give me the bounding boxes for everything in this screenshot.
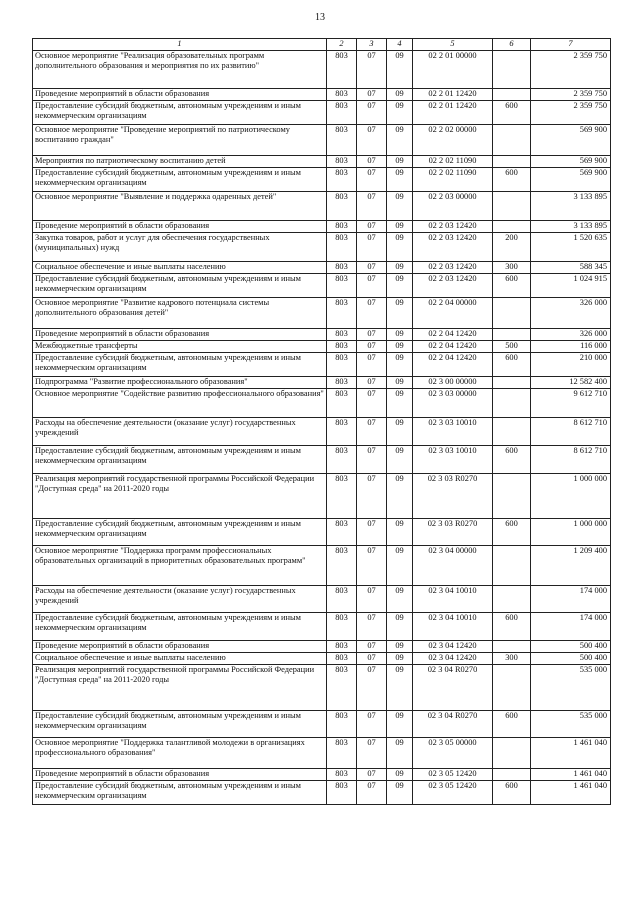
header-row (33, 39, 611, 51)
row-target-article-cell: 02 3 04 12420 (413, 653, 493, 665)
row-name-cell: Предоставление субсидий бюджетным, автономным учреждениям и иным некоммерческим организациям (33, 446, 327, 474)
row-name-cell: Социальное обеспечение и иные выплаты населению (33, 653, 327, 665)
row-section-cell: 07 (357, 101, 387, 125)
row-subsection-cell: 09 (387, 125, 413, 156)
row-subsection-cell: 09 (387, 233, 413, 262)
row-grbs-cell: 803 (327, 341, 357, 353)
row-section-cell: 07 (357, 51, 387, 89)
row-subsection-cell: 09 (387, 474, 413, 519)
row-target-article-cell: 02 3 03 R0270 (413, 474, 493, 519)
row-subsection-cell: 09 (387, 298, 413, 329)
row-expense-type-cell: 600 (493, 168, 531, 192)
row-subsection-cell: 09 (387, 192, 413, 221)
row-sum-cell: 1 209 400 (531, 546, 611, 586)
row-subsection-cell: 09 (387, 168, 413, 192)
row-name-cell: Основное мероприятие "Выявление и поддержка одаренных детей" (33, 192, 327, 221)
row-name-cell: Предоставление субсидий бюджетным, автономным учреждениям и иным некоммерческим организациям (33, 711, 327, 738)
row-grbs-cell: 803 (327, 613, 357, 641)
row-sum-cell: 326 000 (531, 329, 611, 341)
row-grbs-cell: 803 (327, 274, 357, 298)
table-row (33, 89, 611, 101)
table-row (33, 274, 611, 298)
row-expense-type-cell (493, 738, 531, 769)
row-grbs-cell: 803 (327, 353, 357, 377)
row-section-cell: 07 (357, 192, 387, 221)
row-section-cell: 07 (357, 156, 387, 168)
row-expense-type-cell (493, 156, 531, 168)
row-name-cell: Предоставление субсидий бюджетным, автономным учреждениям и иным некоммерческим организациям (33, 353, 327, 377)
row-name-cell: Предоставление субсидий бюджетным, автономным учреждениям и иным некоммерческим организациям (33, 519, 327, 546)
row-subsection-cell: 09 (387, 446, 413, 474)
row-sum-cell: 8 612 710 (531, 418, 611, 446)
row-target-article-cell: 02 2 01 12420 (413, 101, 493, 125)
table-row (33, 233, 611, 262)
row-sum-cell: 174 000 (531, 613, 611, 641)
budget-table (32, 38, 611, 805)
table-row (33, 738, 611, 769)
row-expense-type-cell: 600 (493, 353, 531, 377)
row-grbs-cell: 803 (327, 221, 357, 233)
row-subsection-cell: 09 (387, 353, 413, 377)
table-row (33, 769, 611, 781)
row-name-cell: Основное мероприятие "Поддержка талантливой молодежи в организациях профессионального образования" (33, 738, 327, 769)
row-grbs-cell: 803 (327, 738, 357, 769)
column-header-7: 7 (531, 39, 611, 51)
row-target-article-cell: 02 2 01 00000 (413, 51, 493, 89)
row-section-cell: 07 (357, 769, 387, 781)
table-row (33, 168, 611, 192)
row-section-cell: 07 (357, 221, 387, 233)
table-row (33, 262, 611, 274)
row-target-article-cell: 02 3 04 10010 (413, 586, 493, 613)
row-grbs-cell: 803 (327, 711, 357, 738)
row-name-cell: Основное мероприятие "Содействие развитию профессионального образования" (33, 389, 327, 418)
table-row (33, 519, 611, 546)
row-expense-type-cell (493, 418, 531, 446)
column-header-3: 3 (357, 39, 387, 51)
row-expense-type-cell: 600 (493, 101, 531, 125)
row-section-cell: 07 (357, 377, 387, 389)
row-name-cell: Социальное обеспечение и иные выплаты населению (33, 262, 327, 274)
row-name-cell: Предоставление субсидий бюджетным, автономным учреждениям и иным некоммерческим организациям (33, 274, 327, 298)
row-expense-type-cell: 600 (493, 781, 531, 805)
row-expense-type-cell: 600 (493, 519, 531, 546)
row-target-article-cell: 02 3 04 10010 (413, 613, 493, 641)
table-row (33, 298, 611, 329)
row-target-article-cell: 02 3 05 00000 (413, 738, 493, 769)
row-grbs-cell: 803 (327, 329, 357, 341)
row-expense-type-cell: 300 (493, 653, 531, 665)
row-section-cell: 07 (357, 329, 387, 341)
row-subsection-cell: 09 (387, 51, 413, 89)
table-row (33, 474, 611, 519)
row-sum-cell: 569 900 (531, 168, 611, 192)
table-row (33, 192, 611, 221)
row-subsection-cell: 09 (387, 711, 413, 738)
row-grbs-cell: 803 (327, 546, 357, 586)
row-sum-cell: 1 461 040 (531, 781, 611, 805)
row-name-cell: Закупка товаров, работ и услуг для обеспечения государственных (муниципальных) нужд (33, 233, 327, 262)
row-target-article-cell: 02 2 01 12420 (413, 89, 493, 101)
row-name-cell: Расходы на обеспечение деятельности (оказание услуг) государственных учреждений (33, 586, 327, 613)
row-target-article-cell: 02 2 03 00000 (413, 192, 493, 221)
row-target-article-cell: 02 2 04 12420 (413, 329, 493, 341)
row-grbs-cell: 803 (327, 192, 357, 221)
row-section-cell: 07 (357, 168, 387, 192)
row-subsection-cell: 09 (387, 641, 413, 653)
row-target-article-cell: 02 3 04 R0270 (413, 665, 493, 711)
row-target-article-cell: 02 2 02 00000 (413, 125, 493, 156)
row-name-cell: Реализация мероприятий государственной программы Российской Федерации "Доступная среда" на 2011-2020 годы (33, 474, 327, 519)
row-sum-cell: 535 000 (531, 711, 611, 738)
row-expense-type-cell (493, 586, 531, 613)
row-sum-cell: 2 359 750 (531, 101, 611, 125)
table-row (33, 221, 611, 233)
row-subsection-cell: 09 (387, 329, 413, 341)
row-subsection-cell: 09 (387, 586, 413, 613)
row-sum-cell: 1 461 040 (531, 738, 611, 769)
row-section-cell: 07 (357, 298, 387, 329)
row-grbs-cell: 803 (327, 377, 357, 389)
row-expense-type-cell (493, 665, 531, 711)
row-sum-cell: 2 359 750 (531, 89, 611, 101)
row-subsection-cell: 09 (387, 377, 413, 389)
row-grbs-cell: 803 (327, 233, 357, 262)
row-subsection-cell: 09 (387, 156, 413, 168)
row-subsection-cell: 09 (387, 519, 413, 546)
row-section-cell: 07 (357, 711, 387, 738)
row-grbs-cell: 803 (327, 474, 357, 519)
row-subsection-cell: 09 (387, 341, 413, 353)
row-target-article-cell: 02 2 03 12420 (413, 274, 493, 298)
row-grbs-cell: 803 (327, 519, 357, 546)
row-grbs-cell: 803 (327, 125, 357, 156)
row-expense-type-cell: 600 (493, 711, 531, 738)
column-header-2: 2 (327, 39, 357, 51)
row-expense-type-cell: 500 (493, 341, 531, 353)
row-name-cell: Проведение мероприятий в области образования (33, 641, 327, 653)
row-target-article-cell: 02 3 00 00000 (413, 377, 493, 389)
row-target-article-cell: 02 2 04 12420 (413, 341, 493, 353)
row-subsection-cell: 09 (387, 418, 413, 446)
row-sum-cell: 535 000 (531, 665, 611, 711)
row-subsection-cell: 09 (387, 665, 413, 711)
row-section-cell: 07 (357, 519, 387, 546)
table-row (33, 341, 611, 353)
table-row (33, 353, 611, 377)
row-target-article-cell: 02 3 03 10010 (413, 418, 493, 446)
table-row (33, 641, 611, 653)
row-sum-cell: 174 000 (531, 586, 611, 613)
table-row (33, 586, 611, 613)
row-subsection-cell: 09 (387, 769, 413, 781)
row-expense-type-cell (493, 125, 531, 156)
row-sum-cell: 116 000 (531, 341, 611, 353)
row-sum-cell: 210 000 (531, 353, 611, 377)
row-grbs-cell: 803 (327, 156, 357, 168)
row-expense-type-cell (493, 298, 531, 329)
row-name-cell: Проведение мероприятий в области образования (33, 329, 327, 341)
row-target-article-cell: 02 2 04 00000 (413, 298, 493, 329)
row-target-article-cell: 02 3 03 R0270 (413, 519, 493, 546)
row-expense-type-cell: 600 (493, 274, 531, 298)
page-number: 13 (315, 12, 325, 23)
table-row (33, 613, 611, 641)
table-row (33, 781, 611, 805)
row-section-cell: 07 (357, 446, 387, 474)
table-row (33, 653, 611, 665)
row-grbs-cell: 803 (327, 769, 357, 781)
row-section-cell: 07 (357, 641, 387, 653)
row-expense-type-cell (493, 474, 531, 519)
row-grbs-cell: 803 (327, 168, 357, 192)
row-expense-type-cell (493, 221, 531, 233)
row-section-cell: 07 (357, 274, 387, 298)
table-body (33, 51, 611, 805)
row-section-cell: 07 (357, 353, 387, 377)
table-row (33, 377, 611, 389)
row-grbs-cell: 803 (327, 262, 357, 274)
row-name-cell: Межбюджетные трансферты (33, 341, 327, 353)
row-subsection-cell: 09 (387, 653, 413, 665)
row-subsection-cell: 09 (387, 101, 413, 125)
row-subsection-cell: 09 (387, 389, 413, 418)
row-sum-cell: 569 900 (531, 125, 611, 156)
row-target-article-cell: 02 3 04 00000 (413, 546, 493, 586)
row-name-cell: Основное мероприятие "Поддержка программ профессиональных образовательных организаций в приоритетных образовательных программ" (33, 546, 327, 586)
row-sum-cell: 500 400 (531, 653, 611, 665)
row-section-cell: 07 (357, 341, 387, 353)
table-row (33, 446, 611, 474)
row-subsection-cell: 09 (387, 89, 413, 101)
row-name-cell: Основное мероприятие "Развитие кадрового потенциала системы дополнительного образования детей" (33, 298, 327, 329)
row-subsection-cell: 09 (387, 781, 413, 805)
row-expense-type-cell (493, 329, 531, 341)
row-section-cell: 07 (357, 781, 387, 805)
row-target-article-cell: 02 2 03 12420 (413, 221, 493, 233)
row-section-cell: 07 (357, 233, 387, 262)
row-sum-cell: 12 582 400 (531, 377, 611, 389)
row-grbs-cell: 803 (327, 89, 357, 101)
row-sum-cell: 1 520 635 (531, 233, 611, 262)
row-name-cell: Реализация мероприятий государственной программы Российской Федерации "Доступная среда" на 2011-2020 годы (33, 665, 327, 711)
row-section-cell: 07 (357, 125, 387, 156)
table-row (33, 546, 611, 586)
row-subsection-cell: 09 (387, 221, 413, 233)
row-sum-cell: 1 000 000 (531, 519, 611, 546)
row-name-cell: Проведение мероприятий в области образования (33, 769, 327, 781)
row-target-article-cell: 02 3 03 10010 (413, 446, 493, 474)
row-subsection-cell: 09 (387, 738, 413, 769)
row-target-article-cell: 02 2 04 12420 (413, 353, 493, 377)
row-expense-type-cell (493, 51, 531, 89)
column-header-1: 1 (33, 39, 327, 51)
row-grbs-cell: 803 (327, 586, 357, 613)
row-name-cell: Мероприятия по патриотическому воспитанию детей (33, 156, 327, 168)
row-expense-type-cell (493, 192, 531, 221)
row-grbs-cell: 803 (327, 446, 357, 474)
column-header-4: 4 (387, 39, 413, 51)
row-sum-cell: 8 612 710 (531, 446, 611, 474)
row-sum-cell: 1 000 000 (531, 474, 611, 519)
row-sum-cell: 3 133 895 (531, 192, 611, 221)
row-grbs-cell: 803 (327, 641, 357, 653)
row-subsection-cell: 09 (387, 274, 413, 298)
row-grbs-cell: 803 (327, 781, 357, 805)
row-expense-type-cell (493, 89, 531, 101)
row-name-cell: Предоставление субсидий бюджетным, автономным учреждениям и иным некоммерческим организациям (33, 781, 327, 805)
table-row (33, 51, 611, 89)
row-expense-type-cell (493, 546, 531, 586)
row-name-cell: Проведение мероприятий в области образования (33, 89, 327, 101)
row-sum-cell: 1 024 915 (531, 274, 611, 298)
row-target-article-cell: 02 3 04 12420 (413, 641, 493, 653)
row-target-article-cell: 02 2 02 11090 (413, 156, 493, 168)
table-row (33, 125, 611, 156)
row-section-cell: 07 (357, 389, 387, 418)
row-grbs-cell: 803 (327, 653, 357, 665)
row-section-cell: 07 (357, 665, 387, 711)
row-sum-cell: 500 400 (531, 641, 611, 653)
row-subsection-cell: 09 (387, 546, 413, 586)
row-expense-type-cell (493, 641, 531, 653)
table-row (33, 711, 611, 738)
table-row (33, 101, 611, 125)
row-sum-cell: 2 359 750 (531, 51, 611, 89)
row-grbs-cell: 803 (327, 51, 357, 89)
table-row (33, 665, 611, 711)
row-section-cell: 07 (357, 613, 387, 641)
row-section-cell: 07 (357, 474, 387, 519)
row-section-cell: 07 (357, 546, 387, 586)
row-target-article-cell: 02 3 04 R0270 (413, 711, 493, 738)
row-name-cell: Основное мероприятие "Реализация образовательных программ дополнительного образования и мероприятия по их развитию" (33, 51, 327, 89)
row-name-cell: Предоставление субсидий бюджетным, автономным учреждениям и иным некоммерческим организациям (33, 101, 327, 125)
row-expense-type-cell: 300 (493, 262, 531, 274)
row-name-cell: Предоставление субсидий бюджетным, автономным учреждениям и иным некоммерческим организациям (33, 168, 327, 192)
row-name-cell: Подпрограмма "Развитие профессионального образования" (33, 377, 327, 389)
row-sum-cell: 3 133 895 (531, 221, 611, 233)
row-sum-cell: 9 612 710 (531, 389, 611, 418)
row-target-article-cell: 02 3 05 12420 (413, 781, 493, 805)
row-name-cell: Расходы на обеспечение деятельности (оказание услуг) государственных учреждений (33, 418, 327, 446)
table-row (33, 418, 611, 446)
row-name-cell: Предоставление субсидий бюджетным, автономным учреждениям и иным некоммерческим организациям (33, 613, 327, 641)
row-target-article-cell: 02 2 02 11090 (413, 168, 493, 192)
column-header-5: 5 (413, 39, 493, 51)
row-grbs-cell: 803 (327, 665, 357, 711)
row-expense-type-cell (493, 769, 531, 781)
row-expense-type-cell (493, 389, 531, 418)
row-target-article-cell: 02 2 03 12420 (413, 262, 493, 274)
row-name-cell: Проведение мероприятий в области образования (33, 221, 327, 233)
row-target-article-cell: 02 2 03 12420 (413, 233, 493, 262)
row-target-article-cell: 02 3 05 12420 (413, 769, 493, 781)
column-header-6: 6 (493, 39, 531, 51)
row-grbs-cell: 803 (327, 418, 357, 446)
table-row (33, 329, 611, 341)
row-sum-cell: 588 345 (531, 262, 611, 274)
row-section-cell: 07 (357, 738, 387, 769)
row-section-cell: 07 (357, 586, 387, 613)
row-expense-type-cell (493, 377, 531, 389)
row-grbs-cell: 803 (327, 389, 357, 418)
row-section-cell: 07 (357, 653, 387, 665)
row-section-cell: 07 (357, 89, 387, 101)
table-row (33, 389, 611, 418)
row-grbs-cell: 803 (327, 101, 357, 125)
row-subsection-cell: 09 (387, 262, 413, 274)
table-row (33, 156, 611, 168)
row-subsection-cell: 09 (387, 613, 413, 641)
row-sum-cell: 569 900 (531, 156, 611, 168)
row-expense-type-cell: 600 (493, 613, 531, 641)
row-sum-cell: 326 000 (531, 298, 611, 329)
row-grbs-cell: 803 (327, 298, 357, 329)
row-section-cell: 07 (357, 418, 387, 446)
row-expense-type-cell: 600 (493, 446, 531, 474)
row-sum-cell: 1 461 040 (531, 769, 611, 781)
row-expense-type-cell: 200 (493, 233, 531, 262)
row-target-article-cell: 02 3 03 00000 (413, 389, 493, 418)
row-name-cell: Основное мероприятие "Проведение мероприятий по патриотическому воспитанию граждан" (33, 125, 327, 156)
row-section-cell: 07 (357, 262, 387, 274)
